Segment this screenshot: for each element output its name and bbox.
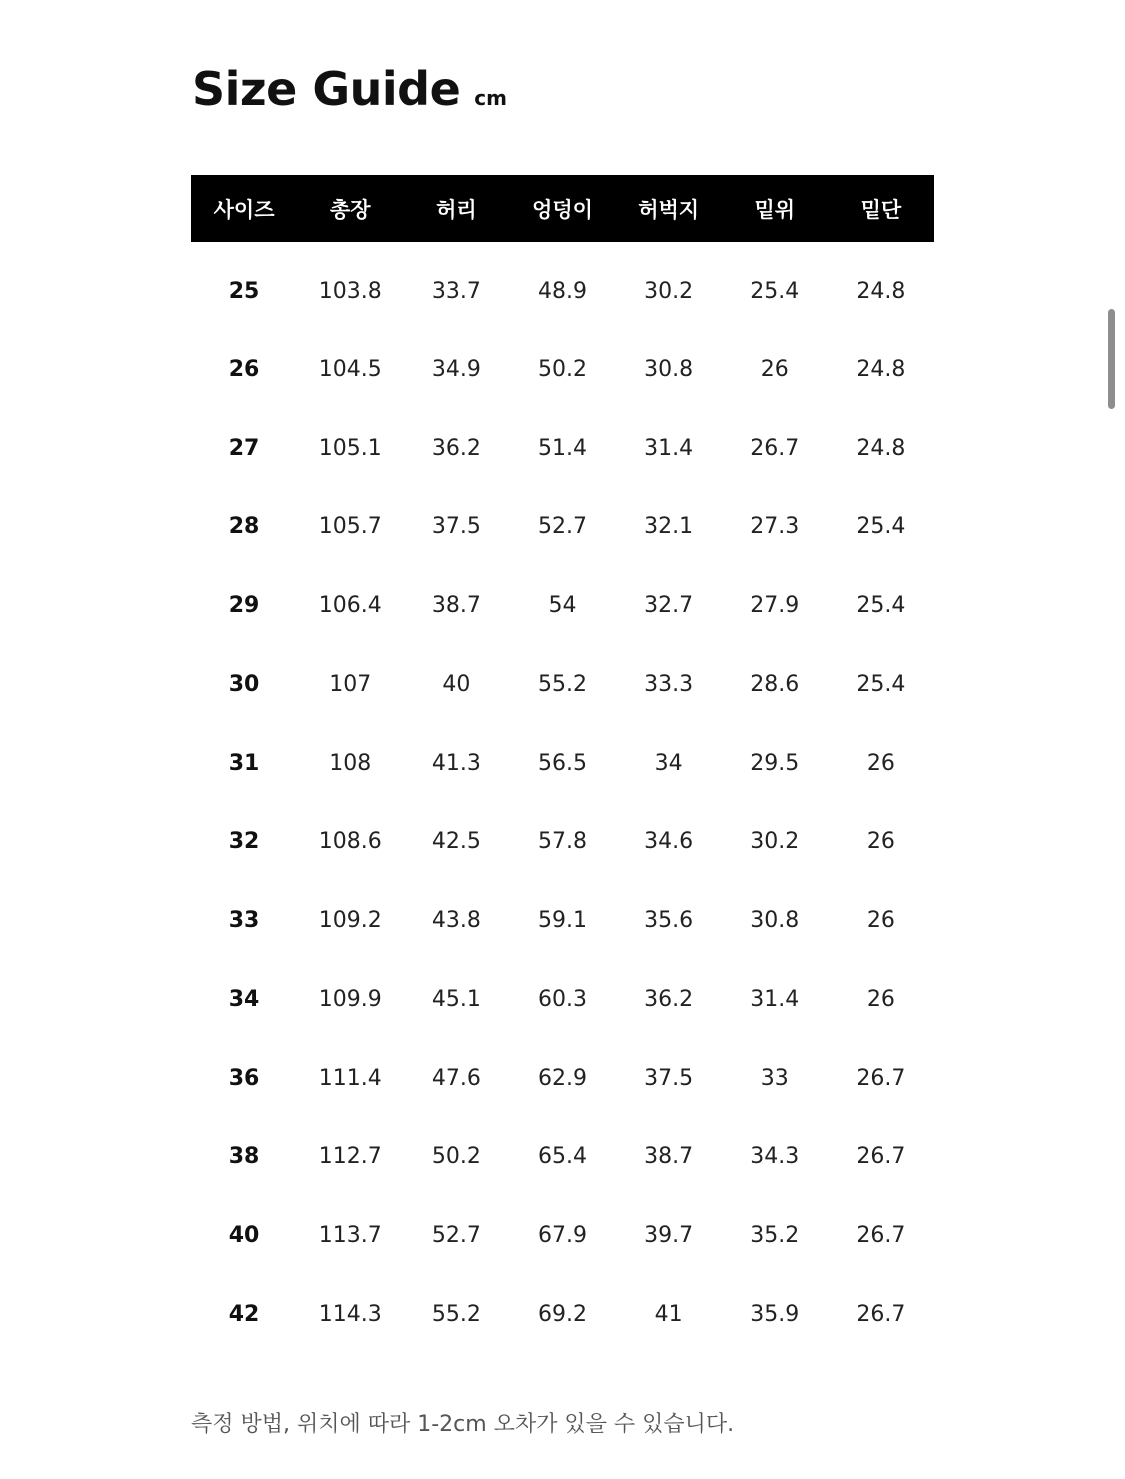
cell-rise: 26 [760,356,789,382]
cell-hip: 56.5 [538,750,587,776]
table-row [191,1275,934,1354]
column-header-hip: 엉덩이 [532,197,593,222]
cell-hem: 26.7 [856,1223,906,1249]
header-row [191,175,934,242]
cell-total-length: 111.4 [318,1065,382,1091]
table-row [191,881,934,960]
cell-waist: 38.7 [431,593,481,619]
table-row [191,330,934,409]
unit-label: cm [474,86,507,110]
cell-total-length: 107 [329,671,372,697]
table-row [191,566,934,645]
cell-size: 34 [228,986,260,1012]
cell-waist: 52.7 [431,1223,481,1249]
cell-waist: 47.6 [431,1065,481,1091]
cell-rise: 28.6 [750,671,800,697]
cell-hem: 24.8 [856,278,906,304]
cell-total-length: 105.7 [318,514,382,540]
cell-rise: 26.7 [750,435,800,461]
cell-total-length: 114.3 [318,1301,382,1327]
cell-hip: 62.9 [538,1065,587,1091]
cell-size: 33 [228,908,260,934]
cell-size: 25 [228,278,260,304]
cell-size: 42 [228,1301,260,1327]
table-row [191,1118,934,1197]
cell-thigh: 34 [654,750,683,776]
cell-rise: 33 [760,1065,789,1091]
cell-hem: 26 [866,986,895,1012]
cell-hip: 55.2 [538,671,587,697]
cell-waist: 42.5 [431,829,481,855]
cell-total-length: 106.4 [318,593,382,619]
cell-rise: 35.9 [750,1301,800,1327]
cell-rise: 31.4 [750,986,800,1012]
cell-waist: 36.2 [431,435,481,461]
cell-rise: 29.5 [750,750,800,776]
cell-size: 32 [228,829,260,855]
column-header-rise: 밑위 [754,197,796,222]
cell-hip: 65.4 [538,1144,587,1170]
cell-total-length: 108 [329,750,372,776]
cell-thigh: 41 [654,1301,683,1327]
cell-size: 31 [228,750,260,776]
cell-waist: 37.5 [431,514,481,540]
cell-rise: 27.3 [750,514,800,540]
cell-hip: 48.9 [538,278,587,304]
cell-size: 26 [228,356,260,382]
table-row [191,242,934,330]
size-table [191,175,934,1354]
cell-total-length: 105.1 [318,435,382,461]
cell-thigh: 33.3 [644,671,694,697]
cell-hem: 26 [866,829,895,855]
cell-hem: 26.7 [856,1065,906,1091]
cell-rise: 30.2 [750,829,800,855]
cell-rise: 34.3 [750,1144,800,1170]
cell-waist: 50.2 [431,1144,481,1170]
cell-hip: 67.9 [538,1223,587,1249]
table-row [191,409,934,488]
size-table-header [191,175,934,242]
table-row [191,645,934,724]
cell-thigh: 32.7 [644,593,694,619]
page-title: Size Guide [192,62,461,116]
cell-hip: 54 [548,593,577,619]
cell-hem: 25.4 [856,671,906,697]
cell-hem: 26 [866,908,895,934]
cell-rise: 27.9 [750,593,800,619]
cell-thigh: 39.7 [644,1223,694,1249]
measurement-note: 측정 방법, 위치에 따라 1-2cm 오차가 있을 수 있습니다. [191,1412,735,1437]
cell-hip: 50.2 [538,356,587,382]
cell-hem: 25.4 [856,593,906,619]
cell-hip: 69.2 [538,1301,587,1327]
cell-rise: 35.2 [750,1223,800,1249]
cell-size: 28 [228,514,260,540]
column-header-total-length: 총장 [329,197,371,222]
cell-waist: 40 [442,671,471,697]
table-row [191,488,934,567]
cell-hem: 24.8 [856,435,906,461]
cell-waist: 34.9 [431,356,481,382]
cell-waist: 33.7 [431,278,481,304]
cell-total-length: 103.8 [318,278,382,304]
cell-thigh: 30.2 [644,278,694,304]
cell-hip: 60.3 [538,986,587,1012]
table-row [191,1196,934,1275]
cell-hip: 59.1 [538,908,587,934]
cell-thigh: 36.2 [644,986,694,1012]
table-row [191,803,934,882]
cell-thigh: 32.1 [644,514,694,540]
cell-waist: 45.1 [431,986,481,1012]
size-guide-heading [192,62,507,116]
column-header-size: 사이즈 [213,197,275,222]
cell-size: 27 [228,435,260,461]
cell-rise: 30.8 [750,908,800,934]
cell-size: 29 [228,593,260,619]
cell-total-length: 109.2 [318,908,382,934]
cell-thigh: 38.7 [644,1144,694,1170]
table-row [191,1039,934,1118]
cell-hem: 25.4 [856,514,906,540]
cell-hem: 26 [866,750,895,776]
cell-total-length: 113.7 [318,1223,382,1249]
cell-thigh: 31.4 [644,435,694,461]
cell-hem: 26.7 [856,1301,906,1327]
cell-hip: 52.7 [538,514,587,540]
cell-waist: 41.3 [431,750,481,776]
cell-size: 30 [228,671,260,697]
cell-thigh: 34.6 [644,829,694,855]
table-row [191,724,934,803]
table-row [191,960,934,1039]
size-table-body [191,242,934,1354]
cell-rise: 25.4 [750,278,800,304]
scrollbar-thumb[interactable] [1108,309,1115,409]
column-header-thigh: 허벅지 [638,197,700,222]
cell-total-length: 109.9 [318,986,382,1012]
cell-size: 36 [228,1065,260,1091]
cell-total-length: 108.6 [318,829,382,855]
cell-size: 40 [228,1223,260,1249]
cell-waist: 55.2 [431,1301,481,1327]
cell-size: 38 [228,1144,260,1170]
cell-hem: 24.8 [856,356,906,382]
cell-thigh: 37.5 [644,1065,694,1091]
cell-thigh: 35.6 [644,908,694,934]
cell-thigh: 30.8 [644,356,694,382]
cell-total-length: 104.5 [318,356,382,382]
column-header-hem: 밑단 [860,197,902,222]
cell-hip: 51.4 [538,435,587,461]
cell-hem: 26.7 [856,1144,906,1170]
cell-hip: 57.8 [538,829,587,855]
column-header-waist: 허리 [436,197,477,222]
cell-waist: 43.8 [431,908,481,934]
cell-total-length: 112.7 [318,1144,382,1170]
